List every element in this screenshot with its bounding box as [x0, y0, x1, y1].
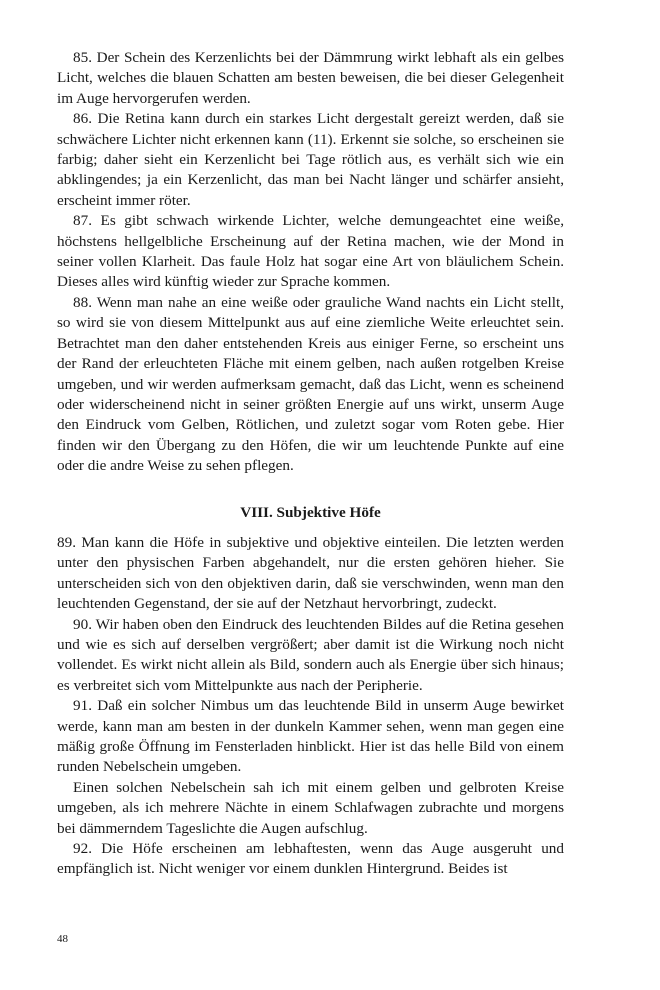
section-heading: VIII. Subjektive Höfe: [240, 503, 381, 521]
paragraph-85: 85. Der Schein des Kerzenlichts bei der Dämmrung wirkt lebhaft als ein gelbes Licht, welches die blauen Schatten am besten beweisen, die bei dieser Gelegenheit im Auge hervorgerufen werden.: [57, 49, 564, 107]
page-number: 48: [57, 933, 68, 945]
paragraph-87: 87. Es gibt schwach wirkende Lichter, welche demungeachtet eine weiße, höchstens hellgelbliche Erscheinung auf der Retina machen, wie der Mond in seiner vollen Klarheit. Das faule Holz hat sogar eine Art von bläulichem Schein. Dieses alles wird künftig wieder zur Sprache kommen.: [57, 212, 564, 291]
paragraph-91-continued: Einen solchen Nebelschein sah ich mit einem gelben und gelbroten Kreise umgeben, als ich mehrere Nächte in einem Schlafwagen zubrachte und morgens bei dämmerndem Tageslichte die Augen aufschlug.: [57, 778, 564, 837]
page-body: [57, 48, 564, 880]
paragraph-86: 86. Die Retina kann durch ein starkes Licht dergestalt gereizt werden, daß sie schwächere Lichter nicht erkennen kann (11). Erkennt sie solche, so erscheinen sie farbig; daher sieht ein Kerzenlicht bei Tage rötlich aus, es verhält sich wie ein abklingendes; ja ein Kerzenlicht, das man bei Nacht länger und schärfer ansieht, erscheint immer röter.: [57, 110, 564, 209]
paragraph-91: 91. Daß ein solcher Nimbus um das leuchtende Bild in unserm Auge bewirket werde, kann man am besten in der dunkeln Kammer sehen, wenn man gegen eine mäßig große Öffnung im Fensterladen hinblickt. Hier ist das helle Bild von einem runden Nebelschein umgeben.: [57, 697, 564, 776]
paragraph-88: 88. Wenn man nahe an eine weiße oder grauliche Wand nachts ein Licht stellt, so wird sie von diesem Mittelpunkt aus auf eine ziemliche Weite erleuchtet sein. Betrachtet man den daher entstehenden Kreis aus einiger Ferne, so erscheint uns der Rand der erleuchteten Fläche mit einem gelben, nach außen rotgelben Kreise umgeben, und wir werden aufmerksam gemacht, daß das Licht, wenn es scheinend oder widerscheinend nicht in seiner größten Energie auf uns wirkt, unserm Auge den Eindruck vom Gelben, Rötlichen, und zuletzt sogar vom Roten gebe. Hier finden wir den Übergang zu den Höfen, die wir um leuchtende Punkte auf eine oder die andre Weise zu sehen pflegen.: [57, 293, 564, 475]
paragraph-89: 89. Man kann die Höfe in subjektive und objektive einteilen. Die letzten werden unter den physischen Farben abgehandelt, nur die ersten gehören hieher. Sie unterscheiden sich von den objektiven darin, daß sie verschwinden, wenn man den leuchtenden Gegenstand, der sie auf der Netzhaut hervorbringt, zudeckt.: [57, 533, 564, 613]
paragraph-92: 92. Die Höfe erscheinen am lebhaftesten, wenn das Auge ausgeruht und empfänglich ist. Nicht weniger vor einem dunklen Hintergrund. Beides ist: [57, 840, 564, 878]
paragraph-90: 90. Wir haben oben den Eindruck des leuchtenden Bildes auf die Retina gesehen und wie es sich auf derselben vergrößert; aber damit ist die Wirkung noch nicht vollendet. Es wirkt nicht allein als Bild, sondern auch als Energie über sich hinaus; es verbreitet sich vom Mittelpunkte aus nach der Peripherie.: [57, 615, 564, 694]
